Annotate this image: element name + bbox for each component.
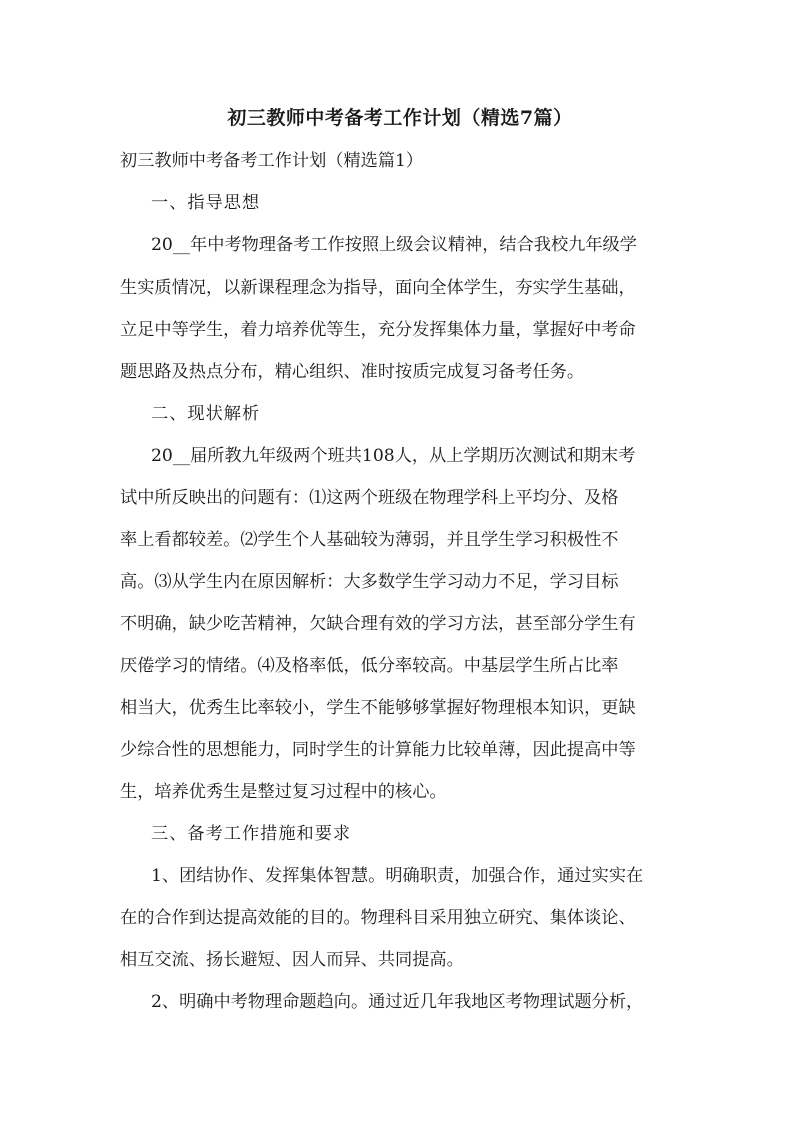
section-heading-measures: 三、备考工作措施和要求 xyxy=(151,824,352,844)
paragraph-line: 相互交流、扬长避短、因人而异、共同提高。 xyxy=(120,950,464,970)
paragraph-line: 不明确，缺少吃苦精神，欠缺合理有效的学习方法，甚至部分学生有 xyxy=(120,614,636,634)
document-subtitle: 初三教师中考备考工作计划（精选篇1） xyxy=(120,151,424,171)
paragraph-line: 生，培养优秀生是整过复习过程中的核心。 xyxy=(120,782,447,802)
paragraph-line: 立足中等学生，着力培养优等生，充分发挥集体力量，掌握好中考命 xyxy=(120,320,636,340)
paragraph-line: 率上看都较差。⑵学生个人基础较为薄弱，并且学生学习积极性不 xyxy=(120,530,619,550)
paragraph-line: 1、团结协作、发挥集体智慧。明确职责，加强合作，通过实实在 xyxy=(151,866,644,886)
paragraph-line: 相当大，优秀生比率较小，学生不能够够掌握好物理根本知识，更缺 xyxy=(120,698,636,718)
paragraph-line: 试中所反映出的问题有：⑴这两个班级在物理学科上平均分、及格 xyxy=(120,488,619,508)
section-heading-status-analysis: 二、现状解析 xyxy=(151,404,261,424)
paragraph-line: 20__年中考物理备考工作按照上级会议精神，结合我校九年级学 xyxy=(151,235,637,255)
paragraph-line: 题思路及热点分布，精心组织、准时按质完成复习备考任务。 xyxy=(120,362,585,382)
paragraph-line: 少综合性的思想能力，同时学生的计算能力比较单薄，因此提高中等 xyxy=(120,740,636,760)
paragraph-line: 在的合作到达提高效能的目的。物理科目采用独立研究、集体谈论、 xyxy=(120,908,636,928)
paragraph-line: 生实质情况，以新课程理念为指导，面向全体学生，夯实学生基础， xyxy=(120,278,636,298)
section-heading-guiding-thought: 一、指导思想 xyxy=(151,193,261,213)
paragraph-line: 2、明确中考物理命题趋向。通过近几年我地区考物理试题分析， xyxy=(151,992,644,1012)
paragraph-line: 20__届所教九年级两个班共108人，从上学期历次测试和期末考 xyxy=(151,446,636,466)
document-title: 初三教师中考备考工作计划（精选7篇） xyxy=(227,107,573,129)
paragraph-line: 厌倦学习的情绪。⑷及格率低，低分率较高。中基层学生所占比率 xyxy=(120,656,619,676)
paragraph-line: 高。⑶从学生内在原因解析：大多数学生学习动力不足，学习目标 xyxy=(120,572,619,592)
